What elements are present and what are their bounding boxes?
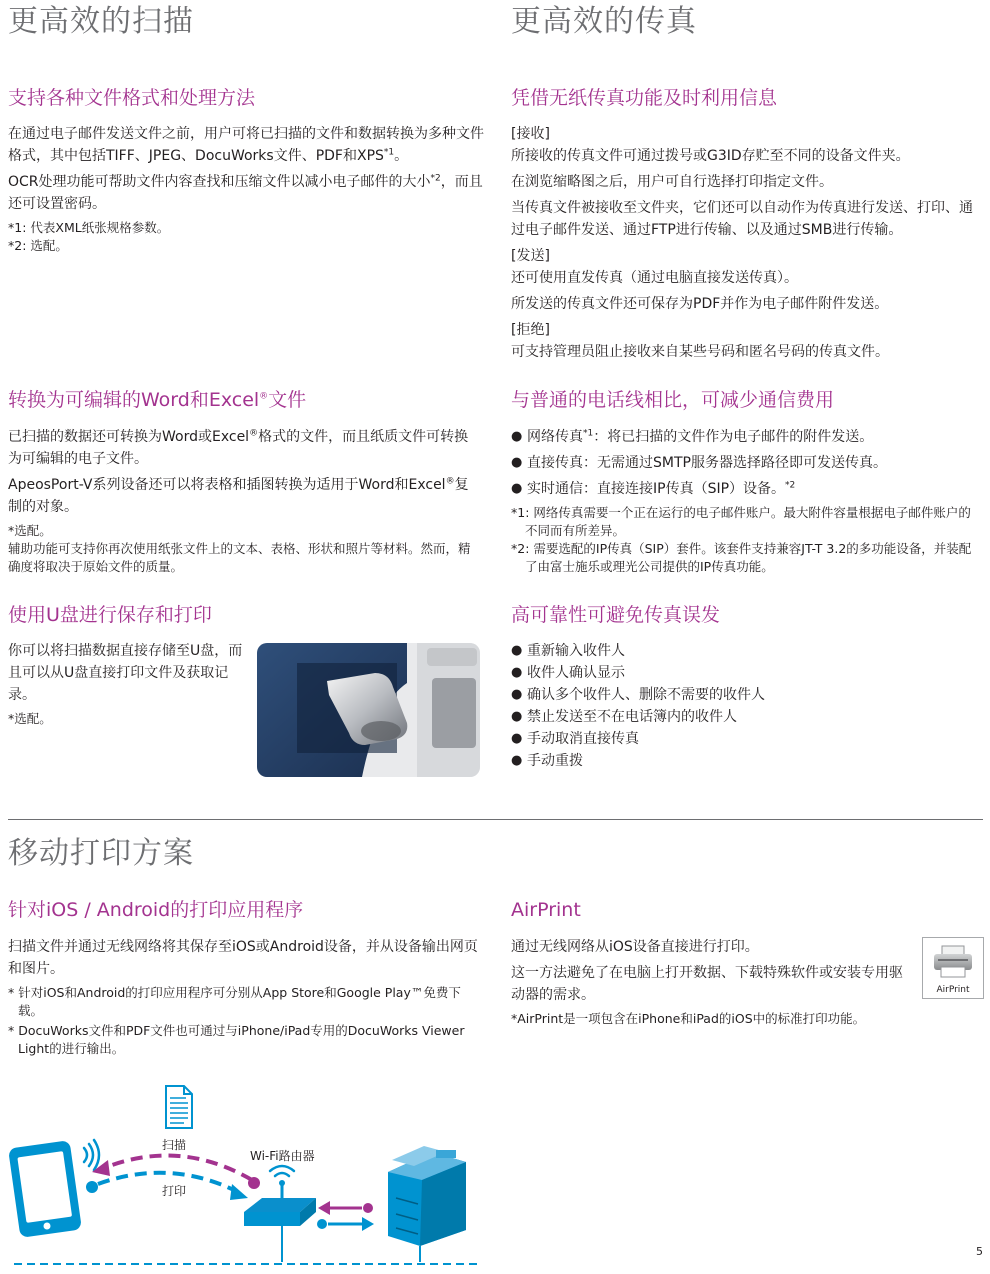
formats-body	[8, 123, 486, 255]
app-note-1: * 针对iOS和Android的打印应用程序可分别从App Store和Google Play™免费下载。	[8, 985, 461, 1018]
airprint-paragraph-1: 通过无线网络从iOS设备直接进行打印。	[511, 939, 759, 955]
cost-note-2: *2: 需要选配的IP传真（SIP）套件。该套件支持兼容JT-T 3.2的多功能设备，并装配了由富士施乐或理光公司提供的IP传真功能。	[511, 541, 972, 574]
router-printer-arrows	[317, 1201, 374, 1231]
router-label: Wi-Fi路由器	[250, 1149, 315, 1163]
formats-title: 支持各种文件格式和处理方法	[8, 87, 256, 109]
list-item: ● 收件人确认显示	[511, 662, 981, 684]
receive-label: [接收]	[511, 126, 550, 142]
word-excel-body	[8, 426, 478, 576]
print-label: 打印	[162, 1184, 187, 1198]
word-excel-note-2: 辅助功能可支持你再次使用纸张文件上的文本、表格、形状和照片等材料。然而，精确度将取决于原始文件的质量。	[8, 541, 471, 574]
app-note-2: * DocuWorks文件和PDF文件也可通过与iPhone/iPad专用的DocuWorks Viewer Light的进行输出。	[8, 1023, 465, 1056]
router-icon	[244, 1166, 316, 1226]
list-item: ● 手动重拨	[511, 750, 981, 772]
reject-paragraph: 可支持管理员阻止接收来自某些号码和匿名号码的传真文件。	[511, 344, 889, 360]
multifunction-printer-icon	[388, 1146, 466, 1246]
bullet-realtime: ● 实时通信：直接连接IP传真（SIP）设备。$^{*2}$	[511, 478, 981, 500]
mobile-section-heading: 移动打印方案	[8, 836, 194, 871]
usb-note: *选配。	[8, 711, 52, 726]
scan-label: 扫描	[162, 1138, 187, 1152]
airprint-body	[511, 936, 907, 1028]
bullet-direct-fax: ● 直接传真：无需通过SMTP服务器选择路径即可发送传真。	[511, 452, 981, 474]
page-number: 5	[976, 1245, 983, 1258]
cost-title: 与普通的电话线相比，可减少通信费用	[511, 389, 835, 411]
paperless-fax-body	[511, 123, 981, 367]
reliability-title: 高可靠性可避免传真误发	[511, 604, 721, 626]
app-body	[8, 936, 484, 1058]
usb-body	[8, 640, 244, 728]
word-excel-title: 转换为可编辑的Word和Excel®文件	[8, 389, 307, 411]
list-item: ● 禁止发送至不在电话簿内的收件人	[511, 706, 981, 728]
word-excel-note-1: *选配。	[8, 523, 52, 538]
usb-drive-photo	[257, 643, 480, 777]
airprint-paragraph-2: 这一方法避免了在电脑上打开数据、下载特殊软件或安装专用驱动器的需求。	[511, 965, 903, 1003]
mobile-print-diagram	[0, 1080, 490, 1270]
list-item: ● 手动取消直接传真	[511, 728, 981, 750]
receive-paragraph-1: 所接收的传真文件可通过拨号或G3ID存贮至不同的设备文件夹。	[511, 148, 910, 164]
tablet-wifi-icon	[84, 1140, 99, 1170]
receive-paragraph-2: 在浏览缩略图之后，用户可自行选择打印指定文件。	[511, 174, 833, 190]
send-label: [发送]	[511, 248, 550, 264]
word-excel-paragraph-2: ApeosPort-V系列设备还可以将表格和插图转换为适用于Word和Excel®复制的对象。	[8, 476, 469, 515]
send-paragraph-1: 还可使用直发传真（通过电脑直接发送传真）。	[511, 270, 798, 286]
section-divider	[8, 819, 983, 820]
reliability-list	[511, 640, 981, 772]
word-excel-paragraph-1: 已扫描的数据还可转换为Word或Excel®格式的文件，而且纸质文件可转换为可编辑的电子文件。	[8, 428, 469, 467]
airprint-note: *AirPrint是一项包含在iPhone和iPad的iOS中的标准打印功能。	[511, 1011, 866, 1026]
app-title: 针对iOS / Android的打印应用程序	[8, 899, 304, 921]
bullet-network-fax: ● 网络传真$^{*1}$：将已扫描的文件作为电子邮件的附件发送。	[511, 426, 981, 448]
reject-label: [拒绝]	[511, 322, 550, 338]
send-paragraph-2: 所发送的传真文件还可保存为PDF并作为电子邮件附件发送。	[511, 296, 889, 312]
paperless-fax-title: 凭借无纸传真功能及时利用信息	[511, 87, 778, 109]
printer-icon	[928, 943, 978, 981]
airprint-badge	[922, 937, 984, 999]
receive-paragraph-3: 当传真文件被接收至文件夹，它们还可以自动作为传真进行发送、打印、通过电子邮件发送、通过FTP进行传输、以及通过SMB进行传输。	[511, 200, 973, 238]
list-item: ● 重新输入收件人	[511, 640, 981, 662]
formats-paragraph-1: 在通过电子邮件发送文件之前，用户可将已扫描的文件和数据转换为多种文件格式，其中包括TIFF、JPEG、DocuWorks文件、PDF和XPS$^{*1}$。	[8, 126, 484, 164]
usb-paragraph: 你可以将扫描数据直接存储至U盘，而且可以从U盘直接打印文件及获取记录。	[8, 643, 243, 703]
cost-body	[511, 426, 981, 576]
cost-note-1: *1: 网络传真需要一个正在运行的电子邮件账户。最大附件容量根据电子邮件账户的不同而有所差异。	[511, 505, 971, 538]
formats-paragraph-2: OCR处理功能可帮助文件内容查找和压缩文件以减小电子邮件的大小$^{*2}$，而且还可设置密码。	[8, 173, 483, 212]
document-icon	[166, 1086, 192, 1128]
scan-section-heading: 更高效的扫描	[8, 4, 194, 39]
usb-title: 使用U盘进行保存和打印	[8, 604, 212, 626]
fax-section-heading: 更高效的传真	[511, 4, 697, 39]
list-item: ● 确认多个收件人、删除不需要的收件人	[511, 684, 981, 706]
tablet-icon	[8, 1140, 82, 1238]
airprint-badge-label: AirPrint	[936, 985, 970, 995]
airprint-title: AirPrint	[511, 899, 581, 921]
formats-note-2: *2: 选配。	[8, 238, 68, 253]
formats-note-1: *1: 代表XML纸张规格参数。	[8, 220, 170, 235]
app-paragraph: 扫描文件并通过无线网络将其保存至iOS或Android设备，并从设备输出网页和图片。	[8, 939, 478, 977]
